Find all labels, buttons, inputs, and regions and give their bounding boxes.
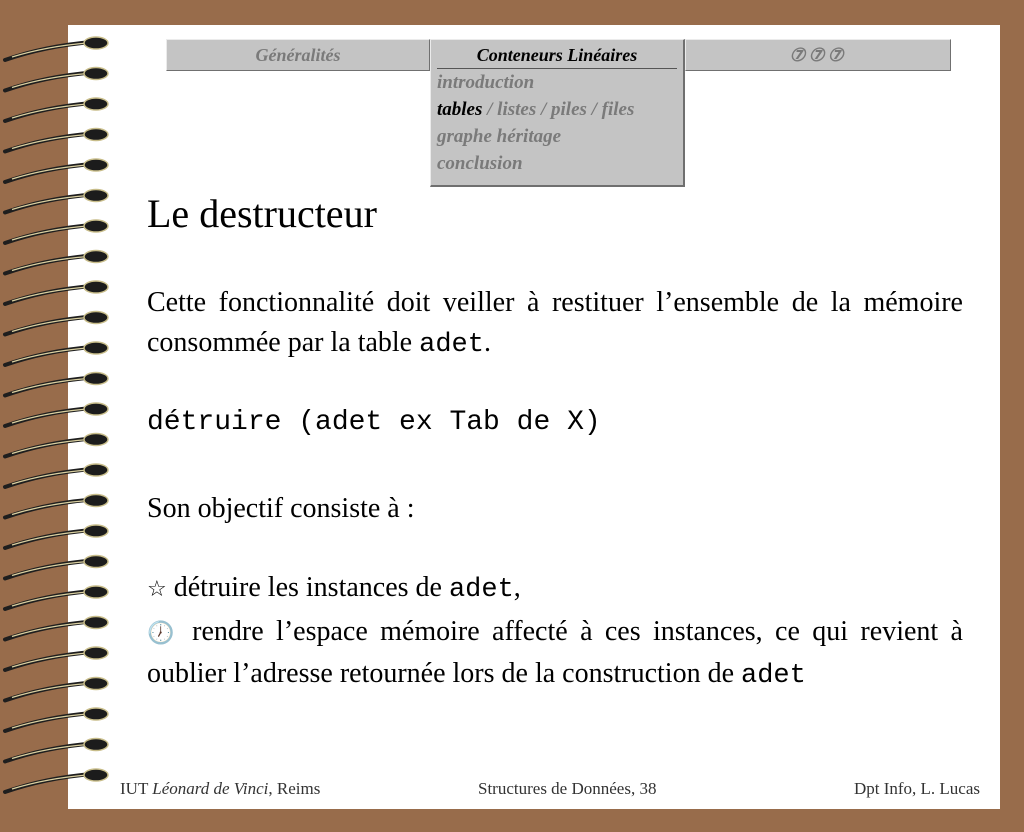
spiral-ring: [5, 434, 108, 457]
spiral-ring: [5, 220, 108, 243]
spiral-ring: [5, 464, 108, 487]
spiral-ring: [5, 98, 108, 121]
spiral-ring: [5, 647, 108, 670]
submenu-listes-piles-files[interactable]: / listes / piles / files: [482, 99, 635, 120]
bullet-rendre: [147, 612, 963, 696]
intro-text: Cette fonctionnalité doit veiller à restituer l’ensemble de la mémoire consommée par la table: [147, 287, 963, 358]
spiral-ring: [5, 495, 108, 518]
footer-leonard: Léonard de Vinci: [152, 779, 269, 798]
tab-conteneurs-lineaires[interactable]: [430, 39, 685, 187]
footer-reims: , Reims: [268, 779, 321, 798]
spiral-ring: [5, 556, 108, 579]
intro-end: .: [483, 327, 491, 358]
spiral-ring: [5, 68, 108, 91]
spiral-ring: [5, 129, 108, 152]
bullet1-text: détruire les instances de: [166, 572, 449, 603]
bullet-detruire: [147, 568, 963, 610]
spiral-ring: [5, 281, 108, 304]
nav-bar: [166, 39, 951, 174]
active-tab-title: Conteneurs Linéaires: [437, 42, 677, 69]
spiral-ring: [5, 159, 108, 182]
spiral-ring: [5, 190, 108, 213]
intro-code: adet: [419, 330, 484, 360]
clock-icon: 🕖: [147, 621, 180, 646]
spiral-ring: [5, 251, 108, 274]
spiral-ring: [5, 739, 108, 762]
spiral-binding: [0, 30, 120, 810]
submenu-graphe-heritage[interactable]: graphe héritage: [437, 126, 562, 147]
tab-clock-symbols[interactable]: ⑦⑦⑦: [685, 39, 951, 71]
bullet1-code: adet: [448, 575, 514, 605]
tab-generalites[interactable]: Généralités: [166, 39, 430, 71]
footer-institution: [120, 779, 320, 799]
spiral-ring: [5, 342, 108, 365]
bullet1-end: ,: [513, 572, 521, 603]
spiral-ring: [5, 525, 108, 548]
star-icon: ☆: [147, 577, 167, 602]
spiral-ring: [5, 678, 108, 701]
spiral-ring: [5, 586, 108, 609]
spiral-ring: [5, 37, 108, 60]
submenu-tables-current[interactable]: tables: [437, 99, 483, 120]
spiral-ring: [5, 312, 108, 335]
bullet2-text: rendre l’espace mémoire affecté à ces instances, ce qui revient à oublier l’adresse retournée lors de la construction de: [147, 616, 963, 689]
paragraph-intro: [147, 283, 963, 365]
footer-author: Dpt Info, L. Lucas: [853, 779, 980, 798]
spiral-ring: [5, 617, 108, 640]
slide-title: Le destructeur: [147, 191, 377, 236]
code-signature: détruire (adet ex Tab de X): [147, 407, 601, 438]
footer-iut: IUT: [120, 779, 153, 798]
paragraph-objectif: Son objectif consiste à :: [147, 493, 415, 524]
bullet2-code: adet: [741, 661, 806, 691]
spiral-ring: [5, 373, 108, 396]
submenu-introduction[interactable]: introduction: [437, 72, 535, 93]
footer-course-page: Structures de Données, 38: [478, 779, 657, 798]
submenu-conclusion[interactable]: conclusion: [437, 153, 523, 174]
spiral-ring: [5, 403, 108, 426]
spiral-ring: [5, 708, 108, 731]
submenu-line-tables[interactable]: [437, 96, 677, 123]
spiral-ring: [5, 769, 108, 792]
